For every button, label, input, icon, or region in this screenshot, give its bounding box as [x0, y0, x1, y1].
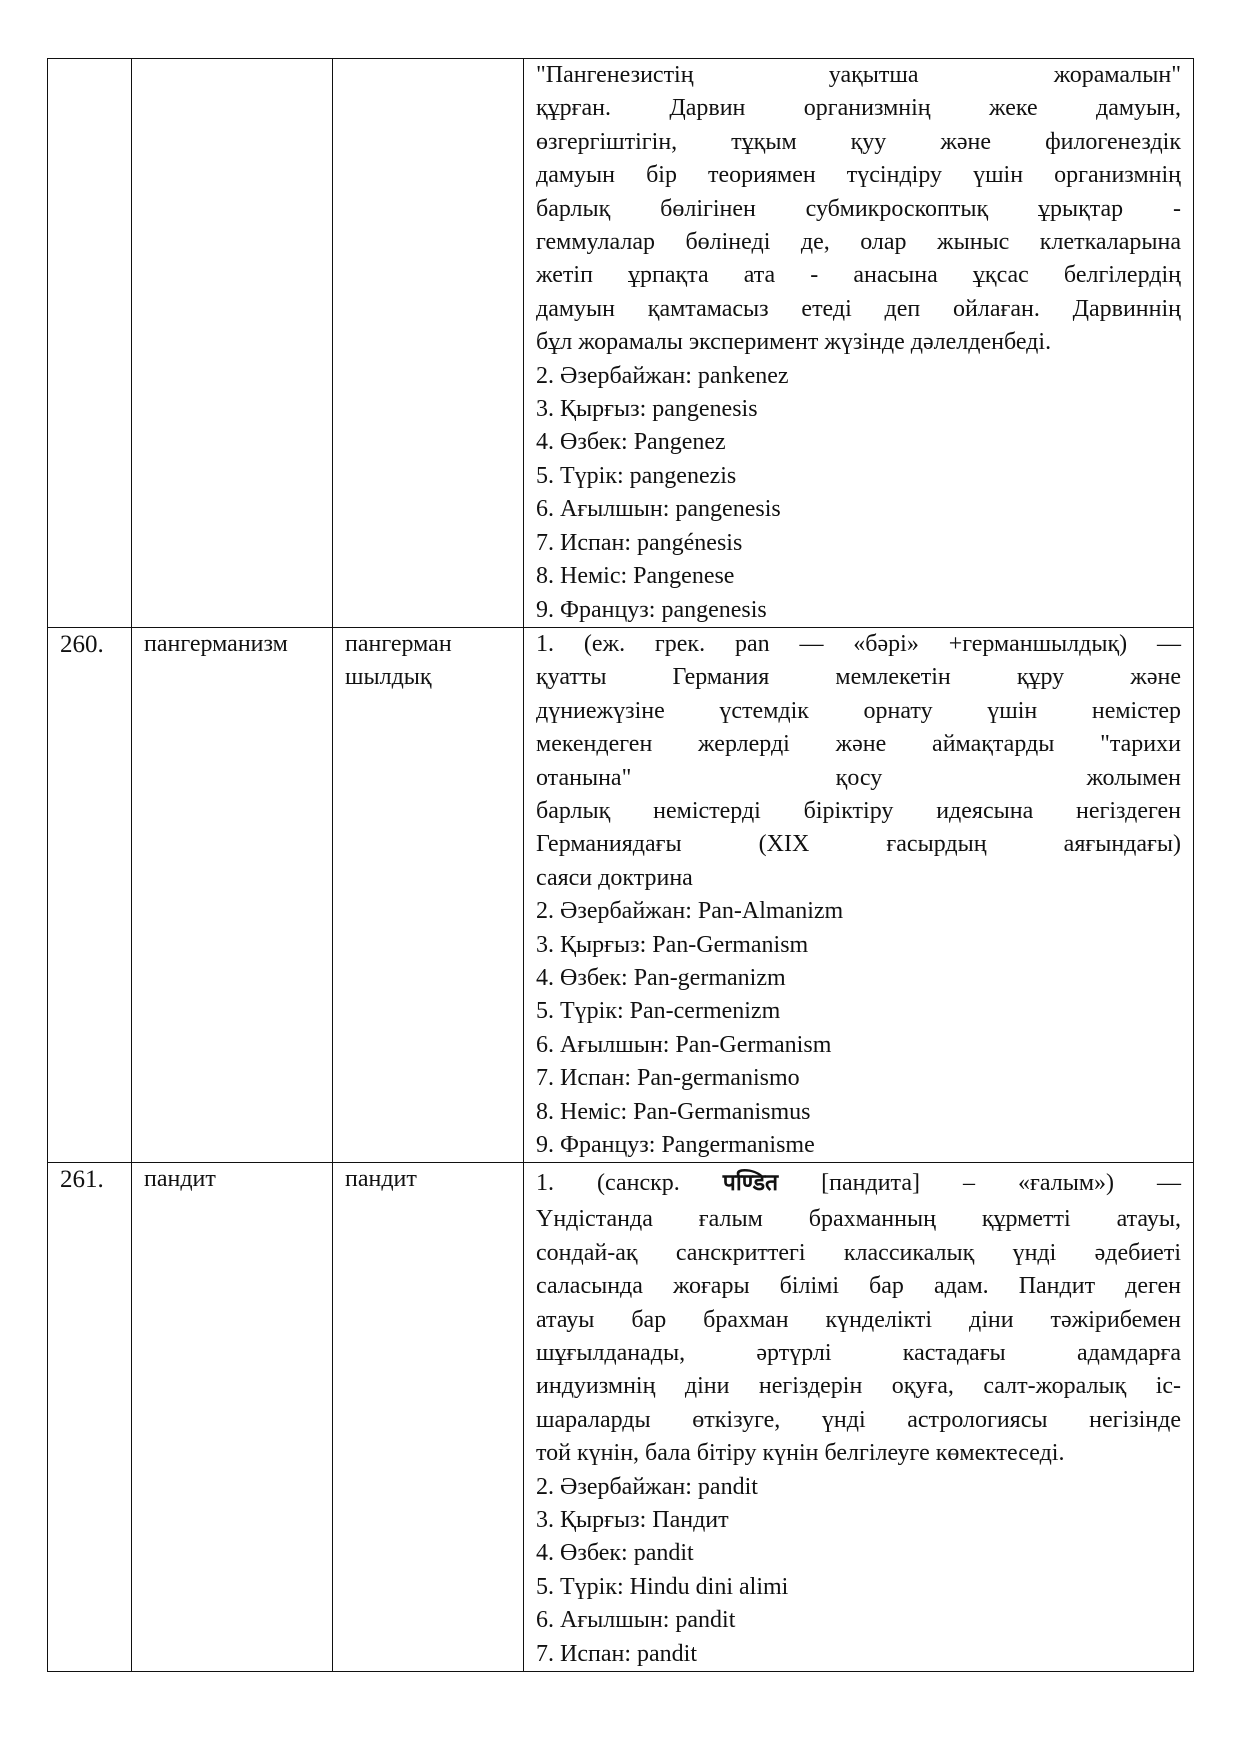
translation-line: 4. Өзбек: pandit: [536, 1540, 694, 1567]
definition-cell: [524, 59, 1194, 628]
translation-line: 5. Түрік: Pan-cermenizm: [536, 998, 781, 1025]
definition-line: индуизмнің діни негіздерін оқуға, салт-жоралық іс-: [536, 1373, 1181, 1400]
definition-line: атауы бар брахман күнделікті діни тәжірибемен: [536, 1306, 1181, 1333]
definition-first-line: [536, 1163, 1181, 1203]
definition-line: шұғылданады, әртүрлі кастадағы адамдарға: [536, 1340, 1181, 1367]
definition-line: сондай-ақ санскриттегі классикалық үнді әдебиеті: [536, 1239, 1181, 1266]
definition-line: той күнін, бала бітіру күнін белгілеуге көмектеседі.: [536, 1440, 1065, 1467]
definition-line: 1. (еж. грек. pan — «бәрі» +германшылдық) —: [536, 630, 1181, 657]
translation-line: 6. Ағылшын: Pan-Germanism: [536, 1031, 832, 1058]
translation-line: 2. Әзербайжан: pankenez: [536, 362, 789, 389]
translation-line: 4. Өзбек: Pan-germanizm: [536, 964, 786, 991]
definition-line: саласында жоғары білімі бар адам. Пандит деген: [536, 1273, 1181, 1300]
translation-line: 9. Француз: pangenesis: [536, 596, 767, 623]
definition-line: саяси доктрина: [536, 864, 693, 891]
translation-line: 5. Түрік: Hindu dini alimi: [536, 1573, 789, 1600]
translation-line: 2. Әзербайжан: pandit: [536, 1473, 758, 1500]
definition-cell: [524, 627, 1194, 1163]
translation-line: 3. Қырғыз: Пандит: [536, 1507, 729, 1534]
devanagari-word: पण्डित: [722, 1170, 779, 1197]
definition-line: қуатты Германия мемлекетін құру және: [536, 664, 1181, 691]
definition-prefix: 1. (санскр.: [536, 1170, 680, 1197]
definition-line: мекендеген жерлерді және аймақтарды "тарихи: [536, 731, 1181, 758]
translation-line: 7. Испан: pangénesis: [536, 529, 743, 556]
translation-line: 9. Француз: Pangermanisme: [536, 1132, 815, 1158]
definition-line: отанына" қосу жолымен: [536, 764, 1181, 791]
term-cell: пандит: [132, 1163, 333, 1672]
definition-line: бұл жорамалы эксперимент жүзінде дәлелденбеді.: [536, 329, 1052, 356]
translation-cell: [333, 59, 524, 628]
definition-line: жетіп ұрпақта ата - анасына ұқсас белгілердің: [536, 262, 1181, 289]
translation-line: 6. Ағылшын: pangenesis: [536, 496, 781, 523]
translation-line: 7. Испан: pandit: [536, 1640, 697, 1667]
translation-cell: пандит: [333, 1163, 524, 1672]
definition-line: өзгергіштігін, тұқым қуу және филогенездік: [536, 128, 1181, 155]
definition-line: барлық бөлігінен субмикроскоптық ұрықтар -: [536, 195, 1181, 222]
definition-line: дамуын бір теориямен түсіндіру үшін организмнің: [536, 162, 1181, 189]
translation-line: 4. Өзбек: Pangenez: [536, 429, 726, 456]
translation-part: шылдық: [345, 664, 432, 691]
table-row-261: [48, 1163, 1194, 1672]
definition-line: дүниежүзіне үстемдік орнату үшін немістер: [536, 697, 1181, 724]
translation-line: 7. Испан: Pan-germanismo: [536, 1065, 800, 1092]
entry-number-cell: 260.: [48, 627, 132, 1163]
table-row-continuation: [48, 59, 1194, 628]
definition-line: "Пангенезистің уақытша жорамалын": [536, 62, 1181, 88]
definition-cell: [524, 1163, 1194, 1672]
translation-line: 3. Қырғыз: Pan-Germanism: [536, 931, 809, 958]
translation-line: 6. Ағылшын: pandit: [536, 1607, 736, 1634]
definition-line: Үндістанда ғалым брахманның құрметті атауы,: [536, 1206, 1181, 1233]
definition-line: геммулалар бөлінеді де, олар жыныс клеткаларына: [536, 229, 1181, 256]
translation-line: 8. Неміс: Pangenese: [536, 563, 735, 590]
table-row-260: [48, 627, 1194, 1163]
definition-line: дамуын қамтамасыз етеді деп ойлаған. Дарвиннің: [536, 295, 1181, 322]
definition-line: барлық немістерді біріктіру идеясына негіздеген: [536, 797, 1181, 824]
translation-line: 5. Түрік: pangenezis: [536, 462, 737, 489]
entry-number-cell: [48, 59, 132, 628]
definition-line: Германиядағы (XIX ғасырдың аяғындағы): [536, 831, 1181, 858]
translation-line: 8. Неміс: Pan-Germanismus: [536, 1098, 811, 1125]
dictionary-table: [47, 58, 1194, 1672]
entry-number-cell: 261.: [48, 1163, 132, 1672]
translation-line: 2. Әзербайжан: Pan-Almanizm: [536, 898, 844, 925]
definition-suffix: [пандита] – «ғалым») —: [821, 1170, 1182, 1197]
translation-part: пангерман: [345, 630, 452, 657]
translation-line: 3. Қырғыз: pangenesis: [536, 396, 758, 423]
term-cell: пангерманизм: [132, 627, 333, 1163]
term-cell: [132, 59, 333, 628]
definition-line: құрған. Дарвин организмнің жеке дамуын,: [536, 95, 1181, 122]
translation-cell: [333, 627, 524, 1163]
definition-line: шараларды өткізуге, үнді астрологиясы негізінде: [536, 1406, 1181, 1433]
